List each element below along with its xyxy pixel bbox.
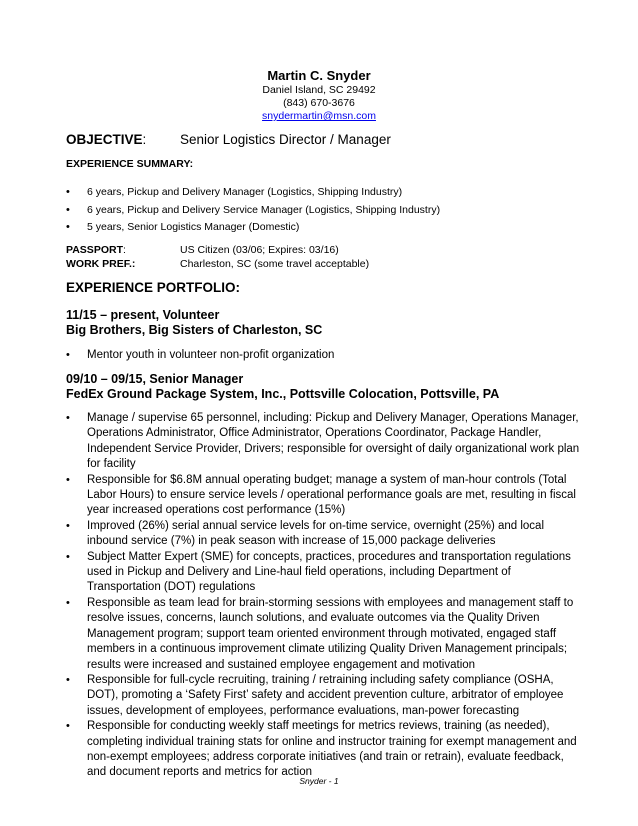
list-item: • Responsible as team lead for brain-storming sessions with employees and management staff to resolve issues, concerns, launch solutions, and evaluate outcomes via the Quality Driven Management program; support team oriented environment through motivated, engaged staff members in a continuous improvement climate utilizing Quality Driven Management principals; results were increased and sustained employee engagement and motivation bbox=[66, 596, 574, 671]
job-employer: FedEx Ground Package System, Inc., Pottsville Colocation, Pottsville, PA bbox=[66, 387, 500, 401]
objective-label: OBJECTIVE bbox=[66, 132, 143, 147]
list-item: • Responsible for $6.8M annual operating budget; manage a system of man-hour controls (Total Labor Hours) to ensure service levels / operational performance goals are met, resulting in fiscal year increased operations cost performance (15%) bbox=[66, 473, 576, 517]
page-footer: Snyder - 1 bbox=[299, 776, 339, 786]
job-employer: Big Brothers, Big Sisters of Charleston, SC bbox=[66, 323, 323, 337]
resume-header bbox=[0, 68, 638, 123]
bullet-icon: • bbox=[66, 473, 70, 486]
objective-section bbox=[66, 132, 586, 148]
experience-summary-list bbox=[66, 184, 586, 237]
list-item: • Responsible for full-cycle recruiting, training / retraining including safety compliance (OSHA, DOT), promoting a ‘Safety First’ safety and accident prevention culture, arbitrator of employee issues, development of employees, performance evaluations, man-power forecasting bbox=[66, 673, 564, 717]
list-item: • Improved (26%) serial annual service levels for on-time service, overnight (25%) and local inbound service (7%) in peak season with increase of 15,000 package deliveries bbox=[66, 519, 545, 548]
personal-details bbox=[66, 244, 586, 271]
objective-colon: : bbox=[142, 132, 147, 147]
bullet-icon: • bbox=[66, 720, 70, 733]
passport-label: PASSPORT bbox=[66, 244, 123, 256]
candidate-name: Martin C. Snyder bbox=[267, 68, 371, 83]
bullet-icon: • bbox=[66, 519, 70, 532]
bullet-icon: • bbox=[66, 596, 70, 609]
job-bullets bbox=[66, 348, 586, 363]
list-item: • 6 years, Pickup and Delivery Manager (Logistics, Shipping Industry) bbox=[66, 184, 586, 202]
list-item: • Responsible for conducting weekly staff meetings for metrics reviews, training (as needed), completing individual training stats for online and instructor training for exempt management and non-exempt employees; address corporate initiatives (and train or retrain), evaluate feedback, and document reports and metrics for action bbox=[66, 720, 577, 779]
bullet-icon: • bbox=[66, 412, 70, 424]
work-pref-row bbox=[66, 258, 586, 272]
candidate-email-link[interactable]: snydermartin@msn.com bbox=[262, 110, 376, 122]
job-heading bbox=[66, 308, 606, 338]
bullet-icon: • bbox=[66, 221, 70, 233]
work-pref-label: WORK PREF.: bbox=[66, 257, 136, 270]
list-item: • Mentor youth in volunteer non-profit organization bbox=[66, 349, 335, 361]
work-pref-value: Charleston, SC (some travel acceptable) bbox=[180, 257, 370, 270]
bullet-icon: • bbox=[66, 673, 70, 686]
job-dates-title: 09/10 – 09/15, Senior Manager bbox=[66, 372, 244, 386]
bullet-icon: • bbox=[66, 550, 70, 563]
passport-colon: : bbox=[122, 244, 126, 256]
passport-row bbox=[66, 244, 586, 258]
candidate-address: Daniel Island, SC 29492 bbox=[262, 84, 376, 96]
bullet-icon: • bbox=[66, 203, 70, 216]
list-item: • Subject Matter Expert (SME) for concepts, practices, procedures and transportation regulations used in Pickup and Delivery and Line-haul field operations, including Department of Transportation (DOT) regulations bbox=[66, 550, 571, 594]
list-item: • 5 years, Senior Logistics Manager (Domestic) bbox=[66, 219, 586, 237]
list-item: • 6 years, Pickup and Delivery Service Manager (Logistics, Shipping Industry) bbox=[66, 202, 586, 220]
objective-value: Senior Logistics Director / Manager bbox=[180, 132, 391, 147]
experience-portfolio-title: EXPERIENCE PORTFOLIO: bbox=[66, 280, 241, 295]
bullet-icon: • bbox=[66, 349, 70, 361]
candidate-phone: (843) 670-3676 bbox=[283, 97, 355, 109]
job-dates-title: 11/15 – present, Volunteer bbox=[66, 308, 220, 322]
bullet-icon: • bbox=[66, 186, 70, 198]
list-item: • Manage / supervise 65 personnel, including: Pickup and Delivery Manager, Operations Manager, Operations Administrator, Office Administrator, Operations Coordinator, Package Handler, Independent Service Provider, Drivers; responsible for oversight of daily organizational work plan for facility bbox=[66, 412, 580, 471]
experience-summary-title: EXPERIENCE SUMMARY: bbox=[66, 158, 194, 170]
passport-value: US Citizen (03/06; Expires: 03/16) bbox=[180, 244, 339, 256]
job-heading bbox=[66, 372, 606, 402]
job-bullets bbox=[66, 411, 586, 781]
